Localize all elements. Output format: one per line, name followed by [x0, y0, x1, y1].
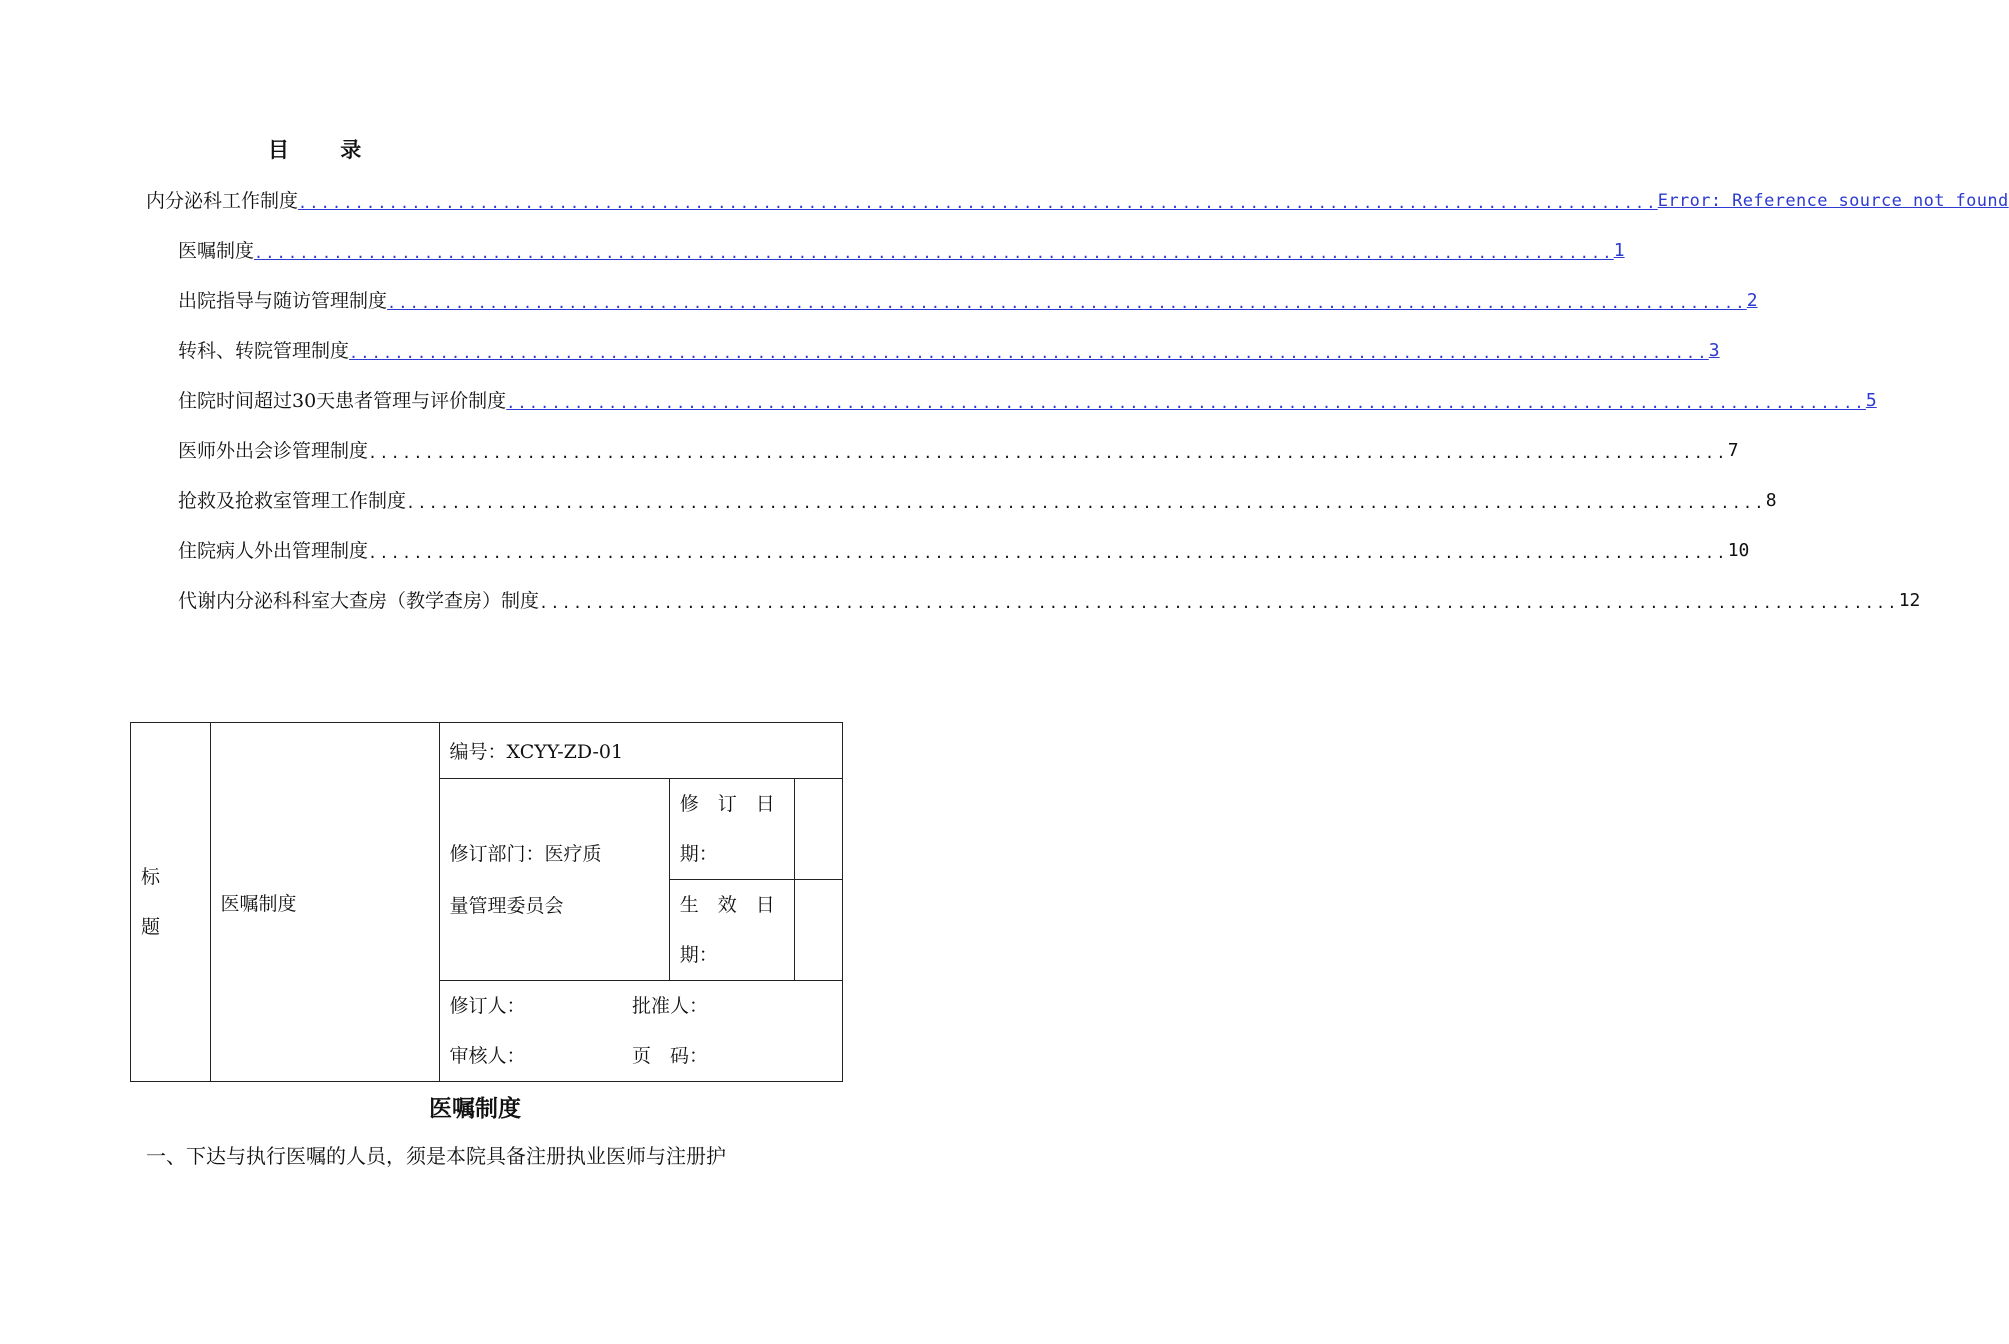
- toc-entry-label: 医嘱制度: [178, 240, 255, 262]
- toc-entry[interactable]: [178, 236, 1625, 266]
- revision-date-cell: [669, 779, 842, 880]
- effective-date-value: [795, 880, 842, 980]
- toc-leader-dots: ........................................................................................................................: [254, 244, 1614, 262]
- toc-leader-dots: ........................................................................................................................: [406, 494, 1766, 512]
- toc-entry[interactable]: [178, 336, 1720, 366]
- toc-entry-error-text[interactable]: Error: Reference source not found: [1657, 191, 2009, 211]
- toc-entry-page[interactable]: 1: [1613, 240, 1625, 261]
- toc-entry[interactable]: [178, 386, 1877, 416]
- title-label-cell: [131, 723, 211, 1082]
- toc-entry-label: 住院病人外出管理制度: [178, 540, 369, 562]
- reviewer-label: 审核人：: [449, 1045, 526, 1067]
- revision-dept-line-1: 修订部门：医疗质: [449, 842, 602, 865]
- toc-entry-page: 8: [1765, 490, 1777, 511]
- approver-label: 批准人：: [632, 995, 709, 1017]
- title-value: 医嘱制度: [220, 892, 297, 915]
- toc-entry: [178, 436, 1739, 466]
- body-paragraph-line: 一、下达与执行医嘱的人员，须是本院具备注册执业医师与注册护: [146, 1144, 726, 1168]
- effective-date-cell: [669, 880, 842, 981]
- toc-entry[interactable]: [178, 286, 1758, 316]
- toc-entry: [178, 536, 1750, 566]
- revision-dept-line-2: 量管理委员会: [449, 894, 564, 917]
- toc-leader-dots: ........................................................................................................................: [368, 444, 1728, 462]
- title-value-cell: [210, 723, 439, 1082]
- reviser-label: 修订人：: [449, 995, 526, 1017]
- toc-entry-page[interactable]: 2: [1746, 290, 1758, 311]
- document-heading: 医嘱制度: [429, 1095, 521, 1122]
- toc-leader-dots: ........................................................................................................................: [387, 294, 1747, 312]
- toc-entry-label: 住院时间超过30天患者管理与评价制度: [178, 390, 507, 412]
- toc-entry: [178, 586, 1921, 616]
- toc-entry-label: 抢救及抢救室管理工作制度: [178, 490, 407, 512]
- toc-entry-label: 代谢内分泌科科室大查房（教学查房）制度: [178, 590, 540, 612]
- toc-entry-label: 医师外出会诊管理制度: [178, 440, 369, 462]
- toc-entry-page[interactable]: 5: [1865, 390, 1877, 411]
- toc-title: 目 录: [268, 137, 384, 162]
- effective-date-label-line-2: 期：: [679, 944, 718, 966]
- document-code: 编号：XCYY-ZD-01: [449, 741, 624, 763]
- code-cell: [439, 723, 842, 779]
- revision-date-label-line-1: 修 订 日: [679, 793, 775, 815]
- toc-leader-dots: ........................................................................................................................: [368, 544, 1728, 562]
- toc-entry-label: 出院指导与随访管理制度: [178, 290, 388, 312]
- toc-entry-page[interactable]: 3: [1708, 340, 1720, 361]
- toc-entry: [178, 486, 1777, 516]
- toc-leader-dots: ........................................................................................................................: [349, 344, 1709, 362]
- toc-entry[interactable]: [146, 186, 2009, 216]
- title-label-char-1: 标: [141, 866, 161, 888]
- signature-row-1: [450, 981, 832, 1031]
- toc-entry-page: 7: [1727, 440, 1739, 461]
- signatures-cell: [439, 981, 842, 1082]
- toc-leader-dots: ........................................................................................................................: [539, 594, 1899, 612]
- effective-date-label-line-1: 生 效 日: [679, 894, 775, 916]
- page-number-label: 页 码：: [632, 1045, 709, 1067]
- toc-entry-label: 内分泌科工作制度: [146, 190, 299, 212]
- revision-date-label: [670, 779, 795, 879]
- document-meta-table: [130, 722, 843, 1082]
- revision-date-label-line-2: 期：: [679, 843, 718, 865]
- toc-entry-page: 10: [1727, 540, 1750, 561]
- toc-entry-label: 转科、转院管理制度: [178, 340, 350, 362]
- revision-date-value: [795, 779, 842, 879]
- title-label-char-2: 题: [141, 916, 161, 938]
- revision-dept-cell: [439, 779, 669, 981]
- signature-row-2: [450, 1031, 832, 1081]
- toc-leader-dots: ........................................................................................................................: [298, 194, 1658, 212]
- toc-entry-page: 12: [1898, 590, 1921, 611]
- effective-date-label: [670, 880, 795, 980]
- toc-leader-dots: ........................................................................................................................: [506, 394, 1866, 412]
